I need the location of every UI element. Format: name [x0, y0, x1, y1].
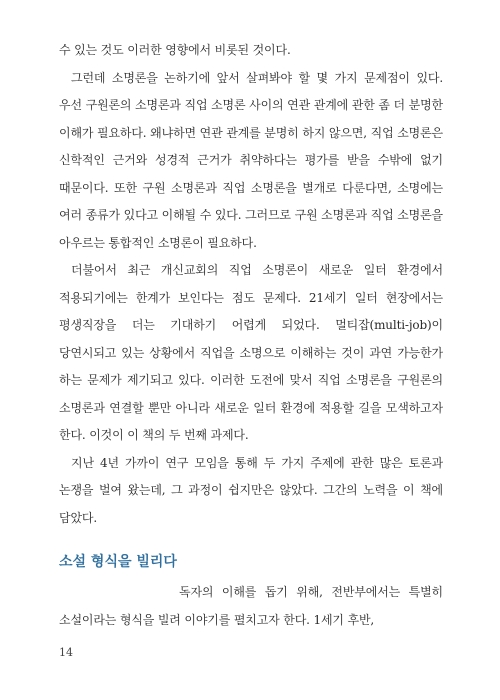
section-paragraph: 독자의 이해를 돕기 위해, 전반부에서는 특별히 소설이라는 형식을 빌려 이야기를 펼치고자 한다. 1세기 후반,	[59, 585, 443, 627]
paragraph-calling-issues: 그런데 소명론을 논하기에 앞서 살펴봐야 할 몇 가지 문제점이 있다. 우선 구원론의 소명론과 직업 소명론 사이의 연관 관계에 관한 좀 더 분명한 이해가 필요하다. 왜냐하면 연관 관계를 분명히 하지 않으면, 직업 소명론은 신학적인 근거와 성경적 근거가 취약하다는 평가를 받을 수밖에 없기 때문이다. 또한 구원 소명론과 직업 소명론을 별개로 다룬다면, 소명에는 여러 종류가 있다고 이해될 수 있다. 그러므로 구원 소명론과 직업 소명론을 아우르는 통합적인 소명론이 필요하다.	[59, 70, 443, 250]
novel-form-section	[59, 552, 443, 634]
section-heading: 소설 형식을 빌리다	[59, 554, 177, 570]
body-text	[59, 37, 443, 634]
page-number: 14	[59, 646, 73, 659]
paragraph-continuation: 수 있는 것도 이러한 영향에서 비롯된 것이다.	[59, 43, 291, 57]
paragraph-research-group: 지난 4년 가까이 연구 모임을 통해 두 가지 주제에 관한 많은 토론과 논쟁을 벌여 왔는데, 그 과정이 쉽지만은 않았다. 그간의 노력을 이 책에 담았다.	[59, 455, 443, 525]
paragraph-workplace-limits: 더불어서 최근 개신교회의 직업 소명론이 새로운 일터 환경에서 적용되기에는 한계가 보인다는 점도 문제다. 21세기 일터 현장에서는 평생직장을 더는 기대하기 어렵게 되었다. 멀티잡(multi-job)이 당연시되고 있는 상황에서 직업을 소명으로 이해하는 것이 과연 가능한가 하는 문제가 제기되고 있다. 이러한 도전에 맞서 직업 소명론을 구원론의 소명론과 연결할 뿐만 아니라 새로운 일터 환경에 적용할 길을 모색하고자 한다. 이것이 이 책의 두 번째 과제다.	[59, 263, 443, 442]
